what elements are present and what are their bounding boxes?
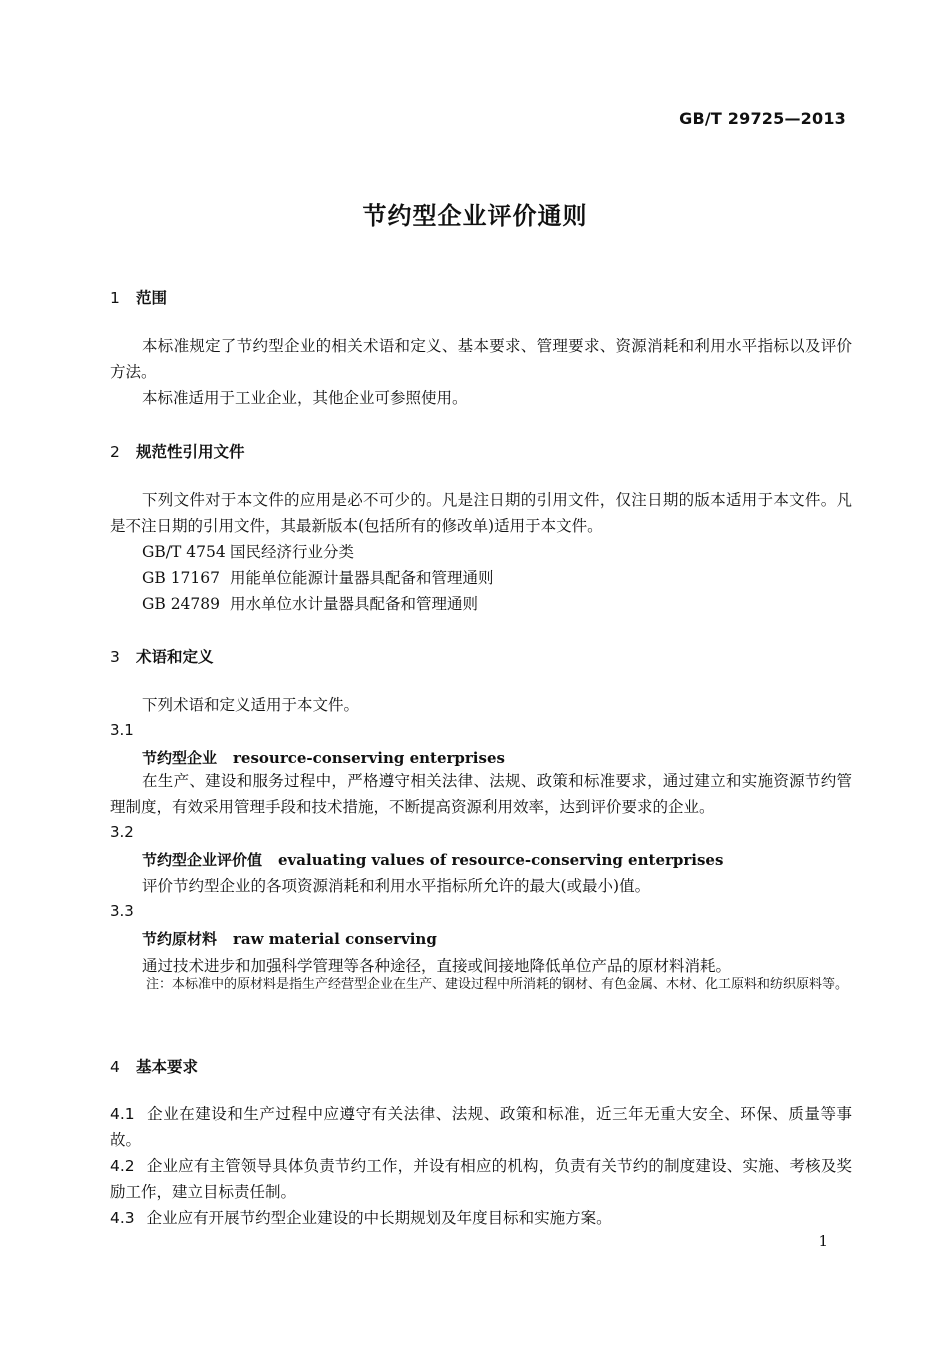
reference-title: 用水单位水计量器具配备和管理通则 <box>230 595 479 613</box>
clause-item <box>110 1153 852 1205</box>
reference-code: GB 24789 <box>142 595 221 613</box>
term-note: 注：本标准中的原材料是指生产经营型企业在生产、建设过程中所消耗的钢材、有色金属、木材、化工原料和纺织原料等。 <box>146 977 849 992</box>
clause-item <box>110 1205 852 1231</box>
reference-item <box>142 591 478 617</box>
term-en: raw material conserving <box>233 930 437 948</box>
section-number: 4 <box>110 1058 120 1076</box>
section-number: 3 <box>110 648 120 666</box>
term-heading <box>142 928 437 949</box>
term-heading <box>142 747 505 768</box>
clause-text: 企业应有开展节约型企业建设的中长期规划及年度目标和实施方案。 <box>146 1209 612 1227</box>
term-definition: 在生产、建设和服务过程中，严格遵守相关法律、法规、政策和标准要求，通过建立和实施资源节约管理制度，有效采用管理手段和技术措施，不断提高资源利用效率，达到评价要求的企业。 <box>110 772 852 816</box>
section-1-paragraph-2: 本标准适用于工业企业，其他企业可参照使用。 <box>142 389 468 407</box>
section-1-heading <box>110 286 167 308</box>
standard-code: GB/T 29725—2013 <box>679 109 846 128</box>
term-zh: 节约型企业 <box>142 749 218 767</box>
clause-number: 4.3 <box>110 1209 135 1227</box>
reference-code: GB/T 4754 <box>142 543 226 561</box>
section-title: 基本要求 <box>136 1058 199 1076</box>
term-en: evaluating values of resource-conserving enterprises <box>278 851 724 869</box>
reference-item <box>142 539 354 565</box>
reference-title: 用能单位能源计量器具配备和管理通则 <box>230 569 494 587</box>
reference-title: 国民经济行业分类 <box>230 543 355 561</box>
clause-number: 4.2 <box>110 1157 135 1175</box>
clause-text: 企业应有主管领导具体负责节约工作，并设有相应的机构，负责有关节约的制度建设、实施、考核及奖励工作，建立目标责任制。 <box>110 1157 852 1201</box>
section-title: 范围 <box>136 289 168 307</box>
document-title: 节约型企业评价通则 <box>362 202 588 230</box>
clause-text: 企业在建设和生产过程中应遵守有关法律、法规、政策和标准，近三年无重大安全、环保、质量等事故。 <box>110 1105 852 1149</box>
section-title: 术语和定义 <box>136 648 214 666</box>
section-1-paragraph-1: 本标准规定了节约型企业的相关术语和定义、基本要求、管理要求、资源消耗和利用水平指标以及评价方法。 <box>110 337 852 381</box>
section-4-heading <box>110 1055 198 1077</box>
page-number: 1 <box>818 1232 828 1250</box>
section-number: 2 <box>110 443 120 461</box>
term-zh: 节约型企业评价值 <box>142 851 263 869</box>
section-2-paragraph-1: 下列文件对于本文件的应用是必不可少的。凡是注日期的引用文件，仅注日期的版本适用于本文件。凡是不注日期的引用文件，其最新版本(包括所有的修改单)适用于本文件。 <box>110 491 852 535</box>
clause-item <box>110 1101 852 1153</box>
section-3-intro: 下列术语和定义适用于本文件。 <box>142 696 360 714</box>
term-zh: 节约原材料 <box>142 930 218 948</box>
term-number: 3.1 <box>110 721 134 739</box>
term-definition: 通过技术进步和加强科学管理等各种途径，直接或间接地降低单位产品的原材料消耗。 <box>142 957 732 975</box>
term-heading <box>142 849 723 870</box>
term-definition: 评价节约型企业的各项资源消耗和利用水平指标所允许的最大(或最小)值。 <box>142 877 651 895</box>
section-title: 规范性引用文件 <box>136 443 245 461</box>
section-2-heading <box>110 440 245 462</box>
reference-code: GB 17167 <box>142 569 221 587</box>
term-number: 3.3 <box>110 902 134 920</box>
clause-number: 4.1 <box>110 1105 135 1123</box>
term-number: 3.2 <box>110 823 134 841</box>
reference-item <box>142 565 494 591</box>
section-3-heading <box>110 645 214 667</box>
section-number: 1 <box>110 289 120 307</box>
term-en: resource-conserving enterprises <box>233 749 505 767</box>
